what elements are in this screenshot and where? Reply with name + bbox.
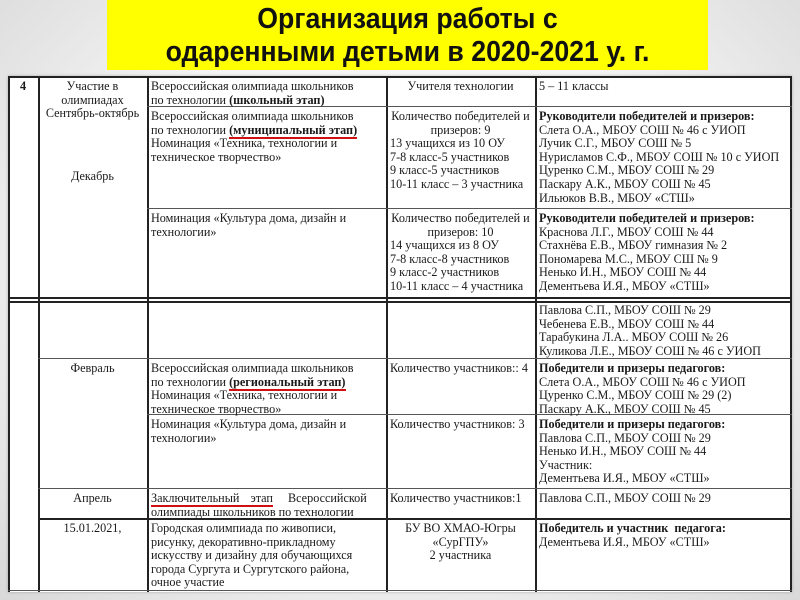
event-school-stage: Всероссийская олимпиада школьников по технологии (школьный этап) bbox=[151, 79, 354, 107]
table-border-left bbox=[8, 76, 10, 592]
table-border-right bbox=[790, 76, 792, 592]
result-heading: Победитель и участник педагога: bbox=[539, 521, 726, 535]
count-regional-tech: Количество участников:: 4 bbox=[390, 361, 528, 375]
month-february: Февраль bbox=[70, 361, 115, 375]
slide-title-banner bbox=[107, 0, 708, 70]
section-label: Участие в олимпиадах Сентябрь-октябрь bbox=[45, 79, 140, 121]
month-april: Апрель bbox=[73, 491, 112, 505]
table-border-top bbox=[8, 76, 792, 78]
result-school-stage: 5 – 11 классы bbox=[539, 79, 609, 93]
stage-label-underlined: (региональный этап) bbox=[229, 374, 346, 389]
event-city-olympiad: Городская олимпиада по живописи, рисунку, декоративно-прикладному искусству и дизайну для обучающихся города Сургута и Сургутского района, очное участие bbox=[151, 521, 353, 590]
row-divider-final bbox=[38, 488, 792, 489]
result-heading: Руководители победителей и призеров: bbox=[539, 109, 755, 123]
slide-title-line-2: одаренными детьми в 2020-2021 у. г. bbox=[165, 36, 650, 68]
count-regional-culture: Количество участников: 3 bbox=[390, 417, 525, 431]
result-regional-tech: Победители и призеры педагогов: Слета О.А., МБОУ СОШ № 46 с УИОП Цуренко С.М., МБОУ СОШ № 29 (2) Паскару А.К., МБОУ СОШ № 45 bbox=[535, 361, 790, 417]
col-divider-1 bbox=[38, 76, 40, 592]
result-continued: Павлова С.П., МБОУ СОШ № 29 Чебенева Е.В., МБОУ СОШ № 44 Тарабукина Л.А.. МБОУ СОШ № 26 Куликова Л.Е., МБОУ СОШ № 46 с УИОП bbox=[539, 303, 761, 358]
result-municipal-tech: Руководители победителей и призеров: Слета О.А., МБОУ СОШ № 46 с УИОП Лучик С.Г., МБОУ СОШ № 5 Нурисламов С.Ф., МБОУ СОШ № 10 с УИОП Цуренко С.М., МБОУ СОШ № 29 Паскару А.К., МБОУ СОШ № 45 Ильюков В.В., МБОУ «СТШ» bbox=[535, 109, 790, 206]
row-divider-municipal bbox=[147, 208, 792, 209]
result-regional-culture: Победители и призеры педагогов: Павлова С.П., МБОУ СОШ № 29 Ненько И.Н., МБОУ СОШ № 44 Участник: Дементьева И.Я., МБОУ «СТШ» bbox=[535, 417, 790, 487]
event-regional-culture: Номинация «Культура дома, дизайн и технологии» bbox=[151, 417, 347, 445]
event-final-stage: Заключительный этап Всероссийской олимпиады школьников по технологии bbox=[151, 491, 367, 519]
result-city-olympiad: Победитель и участник педагога: Дементьева И.Я., МБОУ «СТШ» bbox=[535, 521, 790, 550]
page-break-line bbox=[8, 297, 792, 299]
event-municipal-tech: Всероссийская олимпиада школьников по технологии (муниципальный этап) Номинация «Техника, технологии и техническое творчество» bbox=[151, 109, 358, 164]
org-city-olympiad: БУ ВО ХМАО-Югры «СурГПУ» 2 участника bbox=[405, 521, 516, 563]
event-regional-tech: Всероссийская олимпиада школьников по технологии (региональный этап) Номинация «Техника, технологии и техническое творчество» bbox=[151, 361, 354, 416]
stage-label: (школьный этап) bbox=[229, 92, 325, 107]
date-january: 15.01.2021, bbox=[63, 521, 122, 535]
olympiad-table bbox=[8, 76, 792, 592]
month-december: Декабрь bbox=[71, 169, 114, 183]
result-heading: Победители и призеры педагогов: bbox=[539, 361, 726, 375]
participants-school-stage: Учителя технологии bbox=[407, 79, 514, 93]
count-final-stage: Количество участников:1 bbox=[390, 491, 522, 505]
result-municipal-culture: Руководители победителей и призеров: Краснова Л.Г., МБОУ СОШ № 44 Стахнёва Е.В., МБОУ гимназия № 2 Пономарева М.С., МБОУ СШ № 9 Ненько И.Н., МБОУ СОШ № 44 Дементьева И.Я., МБОУ «СТШ» bbox=[535, 211, 790, 295]
count-municipal-culture: Количество победителей и призеров: 10 14 учащихся из 8 ОУ 7-8 класс-8 участников 9 класс-2 участников 10-11 класс – 4 участника bbox=[390, 211, 530, 293]
event-municipal-culture: Номинация «Культура дома, дизайн и технологии» bbox=[151, 211, 347, 239]
final-stage-underlined: Заключительный этап bbox=[151, 491, 273, 505]
row-number: 4 bbox=[19, 79, 27, 93]
table-border-bottom bbox=[8, 590, 792, 591]
stage-label-underlined: (муниципальный этап) bbox=[229, 122, 358, 137]
result-heading: Руководители победителей и призеров: bbox=[539, 211, 755, 225]
result-heading: Победители и призеры педагогов: bbox=[539, 417, 726, 431]
result-final-stage: Павлова С.П., МБОУ СОШ № 29 bbox=[539, 491, 711, 505]
count-municipal-tech: Количество победителей и призеров: 9 13 учащихся из 10 ОУ 7-8 класс-5 участников 9 класс-5 участников 10-11 класс – 3 участника bbox=[390, 109, 530, 191]
slide-title-line-1: Организация работы с bbox=[257, 3, 558, 35]
